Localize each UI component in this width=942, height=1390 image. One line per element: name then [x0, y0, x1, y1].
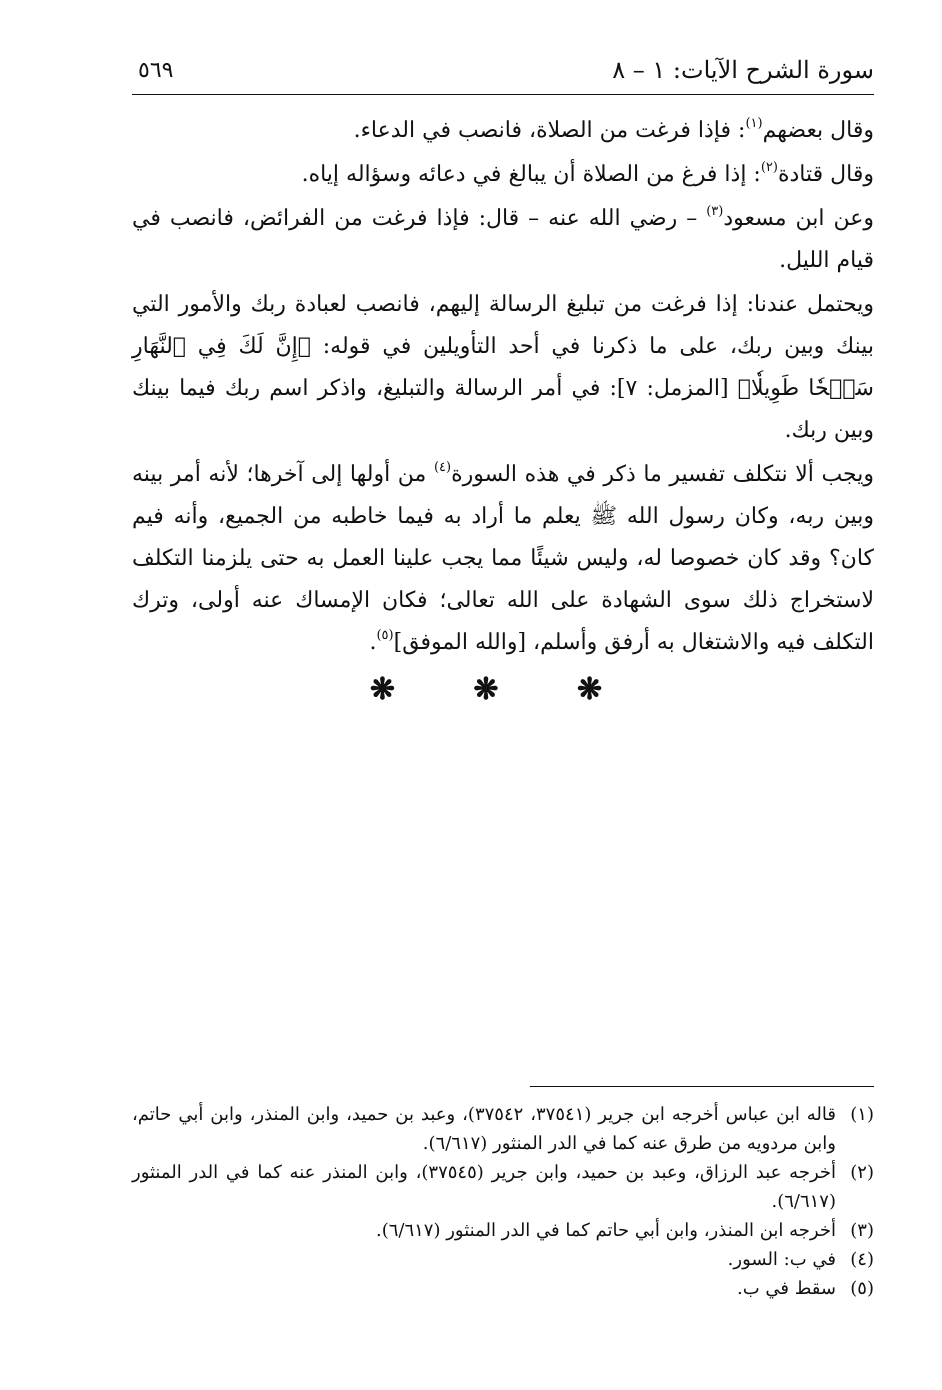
running-header	[132, 54, 874, 94]
footnote	[132, 1274, 874, 1303]
paragraph-text: من أولها إلى آخرها؛ لأنه أمر بينه وبين ربه، وكان رسول الله ﷺ يعلم ما أراد به فيما خاطبه من الجميع، وأنه فيم كان؟ وقد كان خصوصا له، وليس شيئًا مما يجب علينا العمل به حتى يلزمنا التكلف لاستخراج ذلك سوى الشهادة على الله تعالى؛ فكان الإمساك عنه أولى، وترك التكلف فيه والاشتغال به أرفق وأسلم، [والله الموفق]	[132, 462, 874, 655]
footnote-number: (٣)	[850, 1220, 874, 1241]
footnote-rule	[530, 1086, 874, 1087]
footnote-number: (١)	[850, 1104, 874, 1125]
paragraph	[132, 154, 874, 196]
footnote-text: في ب: السور.	[727, 1249, 836, 1270]
footnote-text: أخرجه ابن المنذر، وابن أبي حاتم كما في الدر المنثور (٦/٦١٧).	[375, 1220, 836, 1241]
footnote-number: (٤)	[850, 1249, 874, 1270]
paragraph	[132, 454, 874, 664]
footnote-number: (٢)	[850, 1162, 874, 1183]
footnote-marker: (١)	[745, 115, 763, 131]
footnote	[132, 1158, 874, 1216]
footnotes	[132, 1100, 874, 1303]
footnote-text: قاله ابن عباس أخرجه ابن جرير (٣٧٥٤١، ٣٧٥٤٢)، وعبد بن حميد، وابن المنذر، وابن أبي حاتم، وابن مردويه من طرق عنه كما في الدر المنثور (٦/٦١٧).	[132, 1104, 837, 1154]
page-number: ٥٦٩	[138, 58, 174, 83]
paragraph-text: .	[369, 630, 377, 655]
paragraph	[132, 284, 874, 452]
paragraph-text: [المزمل: ٧]: في أمر الرسالة والتبليغ، واذكر اسم ربك فيما بينك وبين ربك.	[132, 376, 874, 443]
paragraph	[132, 198, 874, 282]
footnote-text: أخرجه عبد الرزاق، وعبد بن حميد، وابن جرير (٣٧٥٤٥)، وابن المنذر عنه كما في الدر المنثور (٦/٦١٧).	[132, 1162, 837, 1212]
header-rule	[132, 94, 874, 95]
paragraph-text: ويحتمل عندنا: إذا فرغت من تبليغ الرسالة إليهم، فانصب لعبادة ربك والأمور التي بينك وبين ربك، على ما ذكرنا في أحد التأويلين في قوله:	[132, 292, 874, 359]
paragraph-text: وقال قتادة	[777, 162, 874, 187]
footnote	[132, 1100, 874, 1158]
section-separator: ❋ ❋ ❋	[369, 672, 637, 707]
footnote-marker: (٤)	[433, 459, 452, 475]
footnote-number: (٥)	[850, 1278, 874, 1299]
body-text	[132, 110, 874, 664]
footnote-marker: (٢)	[760, 159, 778, 175]
footnote-marker: (٥)	[376, 627, 394, 643]
footnote-text: سقط في ب.	[737, 1278, 836, 1299]
paragraph-text: وعن ابن مسعود	[723, 206, 874, 231]
paragraph	[132, 110, 874, 152]
header-title: سورة الشرح الآيات: ١ – ٨	[612, 56, 874, 84]
paragraph-text: ويجب ألا نتكلف تفسير ما ذكر في هذه السورة	[451, 462, 874, 487]
footnote-marker: (٣)	[706, 203, 724, 219]
paragraph-text: : فإذا فرغت من الصلاة، فانصب في الدعاء.	[353, 118, 746, 143]
footnote	[132, 1216, 874, 1245]
paragraph-text: : إذا فرغ من الصلاة أن يبالغ في دعائه وسؤاله إياه.	[301, 162, 761, 187]
quran-quote: ﴿إِنَّ لَكَ فِي ٱلنَّهَارِ سَبۡحٗا طَوِيلٗا﴾	[132, 334, 874, 401]
footnote	[132, 1245, 874, 1274]
paragraph-text: وقال بعضهم	[762, 118, 874, 143]
paragraph-text: – رضي الله عنه – قال: فإذا فرغت من الفرائض، فانصب في قيام الليل.	[132, 206, 874, 273]
